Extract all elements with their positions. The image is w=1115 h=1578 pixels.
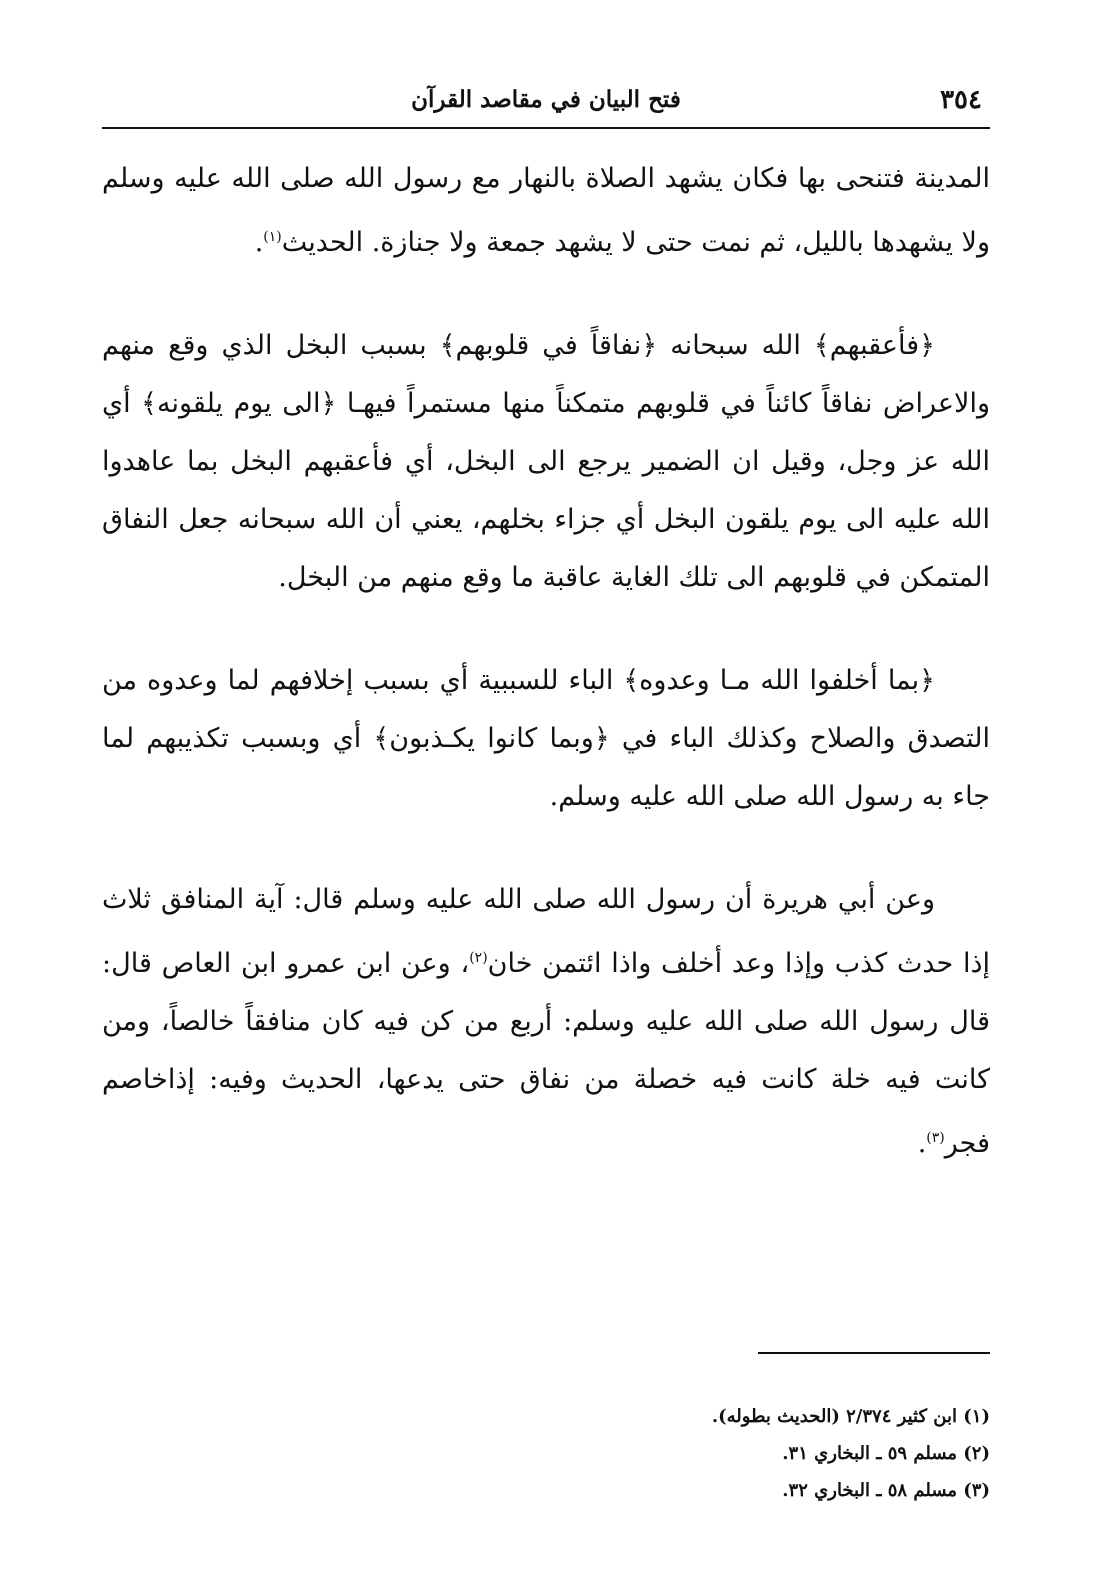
page-number: ٣٥٤	[940, 85, 982, 115]
book-title: فتح البيان في مقاصد القرآن	[411, 86, 681, 113]
main-text	[102, 150, 990, 1218]
footnote-3: (٣) مسلم ٥٨ ـ البخاري ٣٢.	[782, 1480, 990, 1501]
paragraph-3: ﴿بما أخلفوا الله مـا وعدوه﴾ الباء للسببية أي بسبب إخلافهم لما وعدوه من التصدق والصلاح وكذلك الباء في ﴿وبما كانوا يكـذبون﴾ أي وبسبب تكذيبهم لما جاء به رسول الله صلى الله عليه وسلم.	[102, 665, 990, 812]
paragraph-4-text-b: ، وعن ابن عمرو ابن العاص قال: قال رسول الله صلى الله عليه وسلم: أربع من كن فيه كان منافقاً خالصاً، ومن كانت فيه خلة كانت فيه خصلة من نفاق حتى يدعها، الحديث وفيه: إذاخاصم فجر	[102, 948, 990, 1159]
footnotes	[490, 1398, 990, 1509]
paragraph-4-text-a: وعن أبي هريرة أن رسول الله صلى الله عليه وسلم قال: آية المنافق ثلاث إذا حدث كذب وإذا وعد أخلف واذا ائتمن خان	[102, 884, 991, 979]
footnote-ref-2: (٢)	[469, 950, 488, 966]
paragraph-4	[102, 871, 990, 1173]
paragraph-2: ﴿فأعقبهم﴾ الله سبحانه ﴿نفاقاً في قلوبهم﴾ بسبب البخل الذي وقع منهم والاعراض نفاقاً كائناً في قلوبهم متمكناً منها مستمراً فيهـا ﴿الى يوم يلقونه﴾ أي الله عز وجل، وقيل ان الضمير يرجع الى البخل، أي فأعقبهم البخل بما عاهدوا الله عليه الى يوم يلقون البخل أي جزاء بخلهم، يعني أن الله سبحانه جعل النفاق المتمكن في قلوبهم الى تلك الغاية عاقبة ما وقع منهم من البخل.	[102, 330, 990, 593]
footnote-1: (١) ابن كثير ٢/٣٧٤ (الحديث بطوله).	[711, 1406, 990, 1427]
footnote-ref-1: (١)	[263, 229, 282, 245]
paragraph-1	[102, 150, 990, 272]
header-rule	[102, 127, 990, 129]
footnote-rule	[758, 1352, 990, 1354]
footnote-2: (٢) مسلم ٥٩ ـ البخاري ٣١.	[782, 1443, 990, 1464]
paragraph-4-end: .	[917, 1128, 927, 1159]
running-head	[102, 78, 990, 124]
footnote-ref-3: (٣)	[926, 1130, 945, 1146]
paragraph-1-text: المدينة فتنحى بها فكان يشهد الصلاة بالنهار مع رسول الله صلى الله عليه وسلم ولا يشهدها بالليل، ثم نمت حتى لا يشهد جمعة ولا جنازة. الحديث	[102, 163, 990, 258]
paragraph-1-end: .	[254, 227, 264, 258]
